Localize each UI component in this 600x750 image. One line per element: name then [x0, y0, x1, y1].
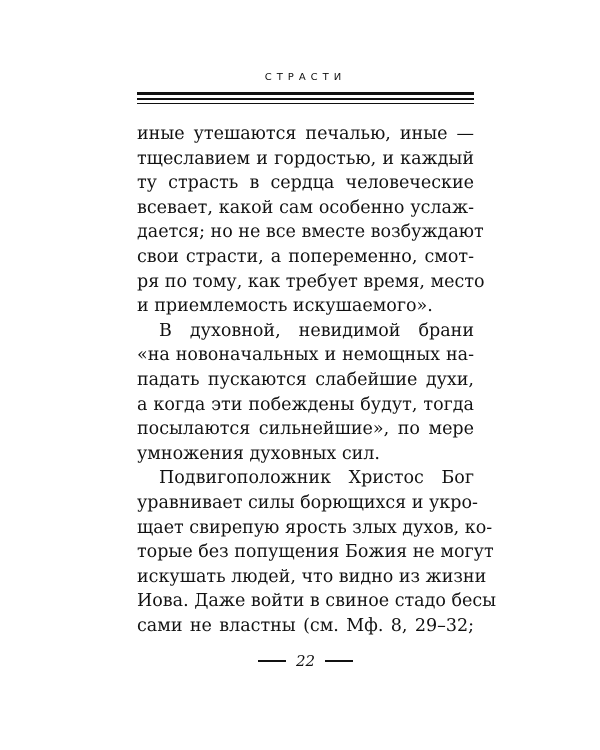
- text-line: посылаются сильнейшие», по мере: [137, 419, 474, 440]
- text-line: падать пускаются слабейшие духи,: [137, 369, 474, 390]
- folio-dash-left: [258, 660, 286, 662]
- text-line: свои страсти, а попеременно, смот-: [137, 246, 474, 267]
- text-line: тщеславием и гордостью, и каждый: [137, 148, 474, 169]
- header-rule-thick: [137, 92, 474, 95]
- text-line: В духовной, невидимой брани: [159, 320, 474, 341]
- text-line: всевает, какой сам особенно услаж-: [137, 197, 474, 218]
- text-line: Подвигоположник Христос Бог: [159, 468, 474, 489]
- text-line: сами не властны (см. Мф. 8, 29–32;: [137, 615, 474, 636]
- text-line: уравнивает силы борющихся и укро-: [137, 492, 478, 513]
- folio-dash-right: [325, 660, 353, 662]
- page-number-footer: [137, 652, 474, 670]
- text-line: искушать людей, что видно из жизни: [137, 566, 487, 587]
- text-line: ту страсть в сердца человеческие: [137, 173, 474, 194]
- header-rule-thin: [137, 103, 474, 104]
- running-head: СТРАСТИ: [264, 72, 347, 83]
- text-line: торые без попущения Божия не могут: [137, 542, 494, 563]
- page-number: 22: [295, 652, 316, 670]
- text-line: а когда эти побеждены будут, тогда: [137, 394, 474, 415]
- body-text: [137, 122, 497, 638]
- header-rule-medium: [137, 98, 474, 100]
- text-line: «на новоначальных и немощных на-: [137, 345, 474, 366]
- text-line: Иова. Даже войти в свиное стадо бесы: [137, 591, 497, 612]
- text-line: умножения духовных сил.: [137, 443, 380, 464]
- text-line: иные утешаются печалью, иные —: [137, 124, 474, 144]
- text-line: дается; но не все вместе возбуждают: [137, 222, 484, 243]
- text-line: и приемлемость искушаемого».: [137, 296, 433, 317]
- text-line: ря по тому, как требует время, место: [137, 271, 485, 292]
- text-line: щает свирепую ярость злых духов, ко-: [137, 517, 493, 538]
